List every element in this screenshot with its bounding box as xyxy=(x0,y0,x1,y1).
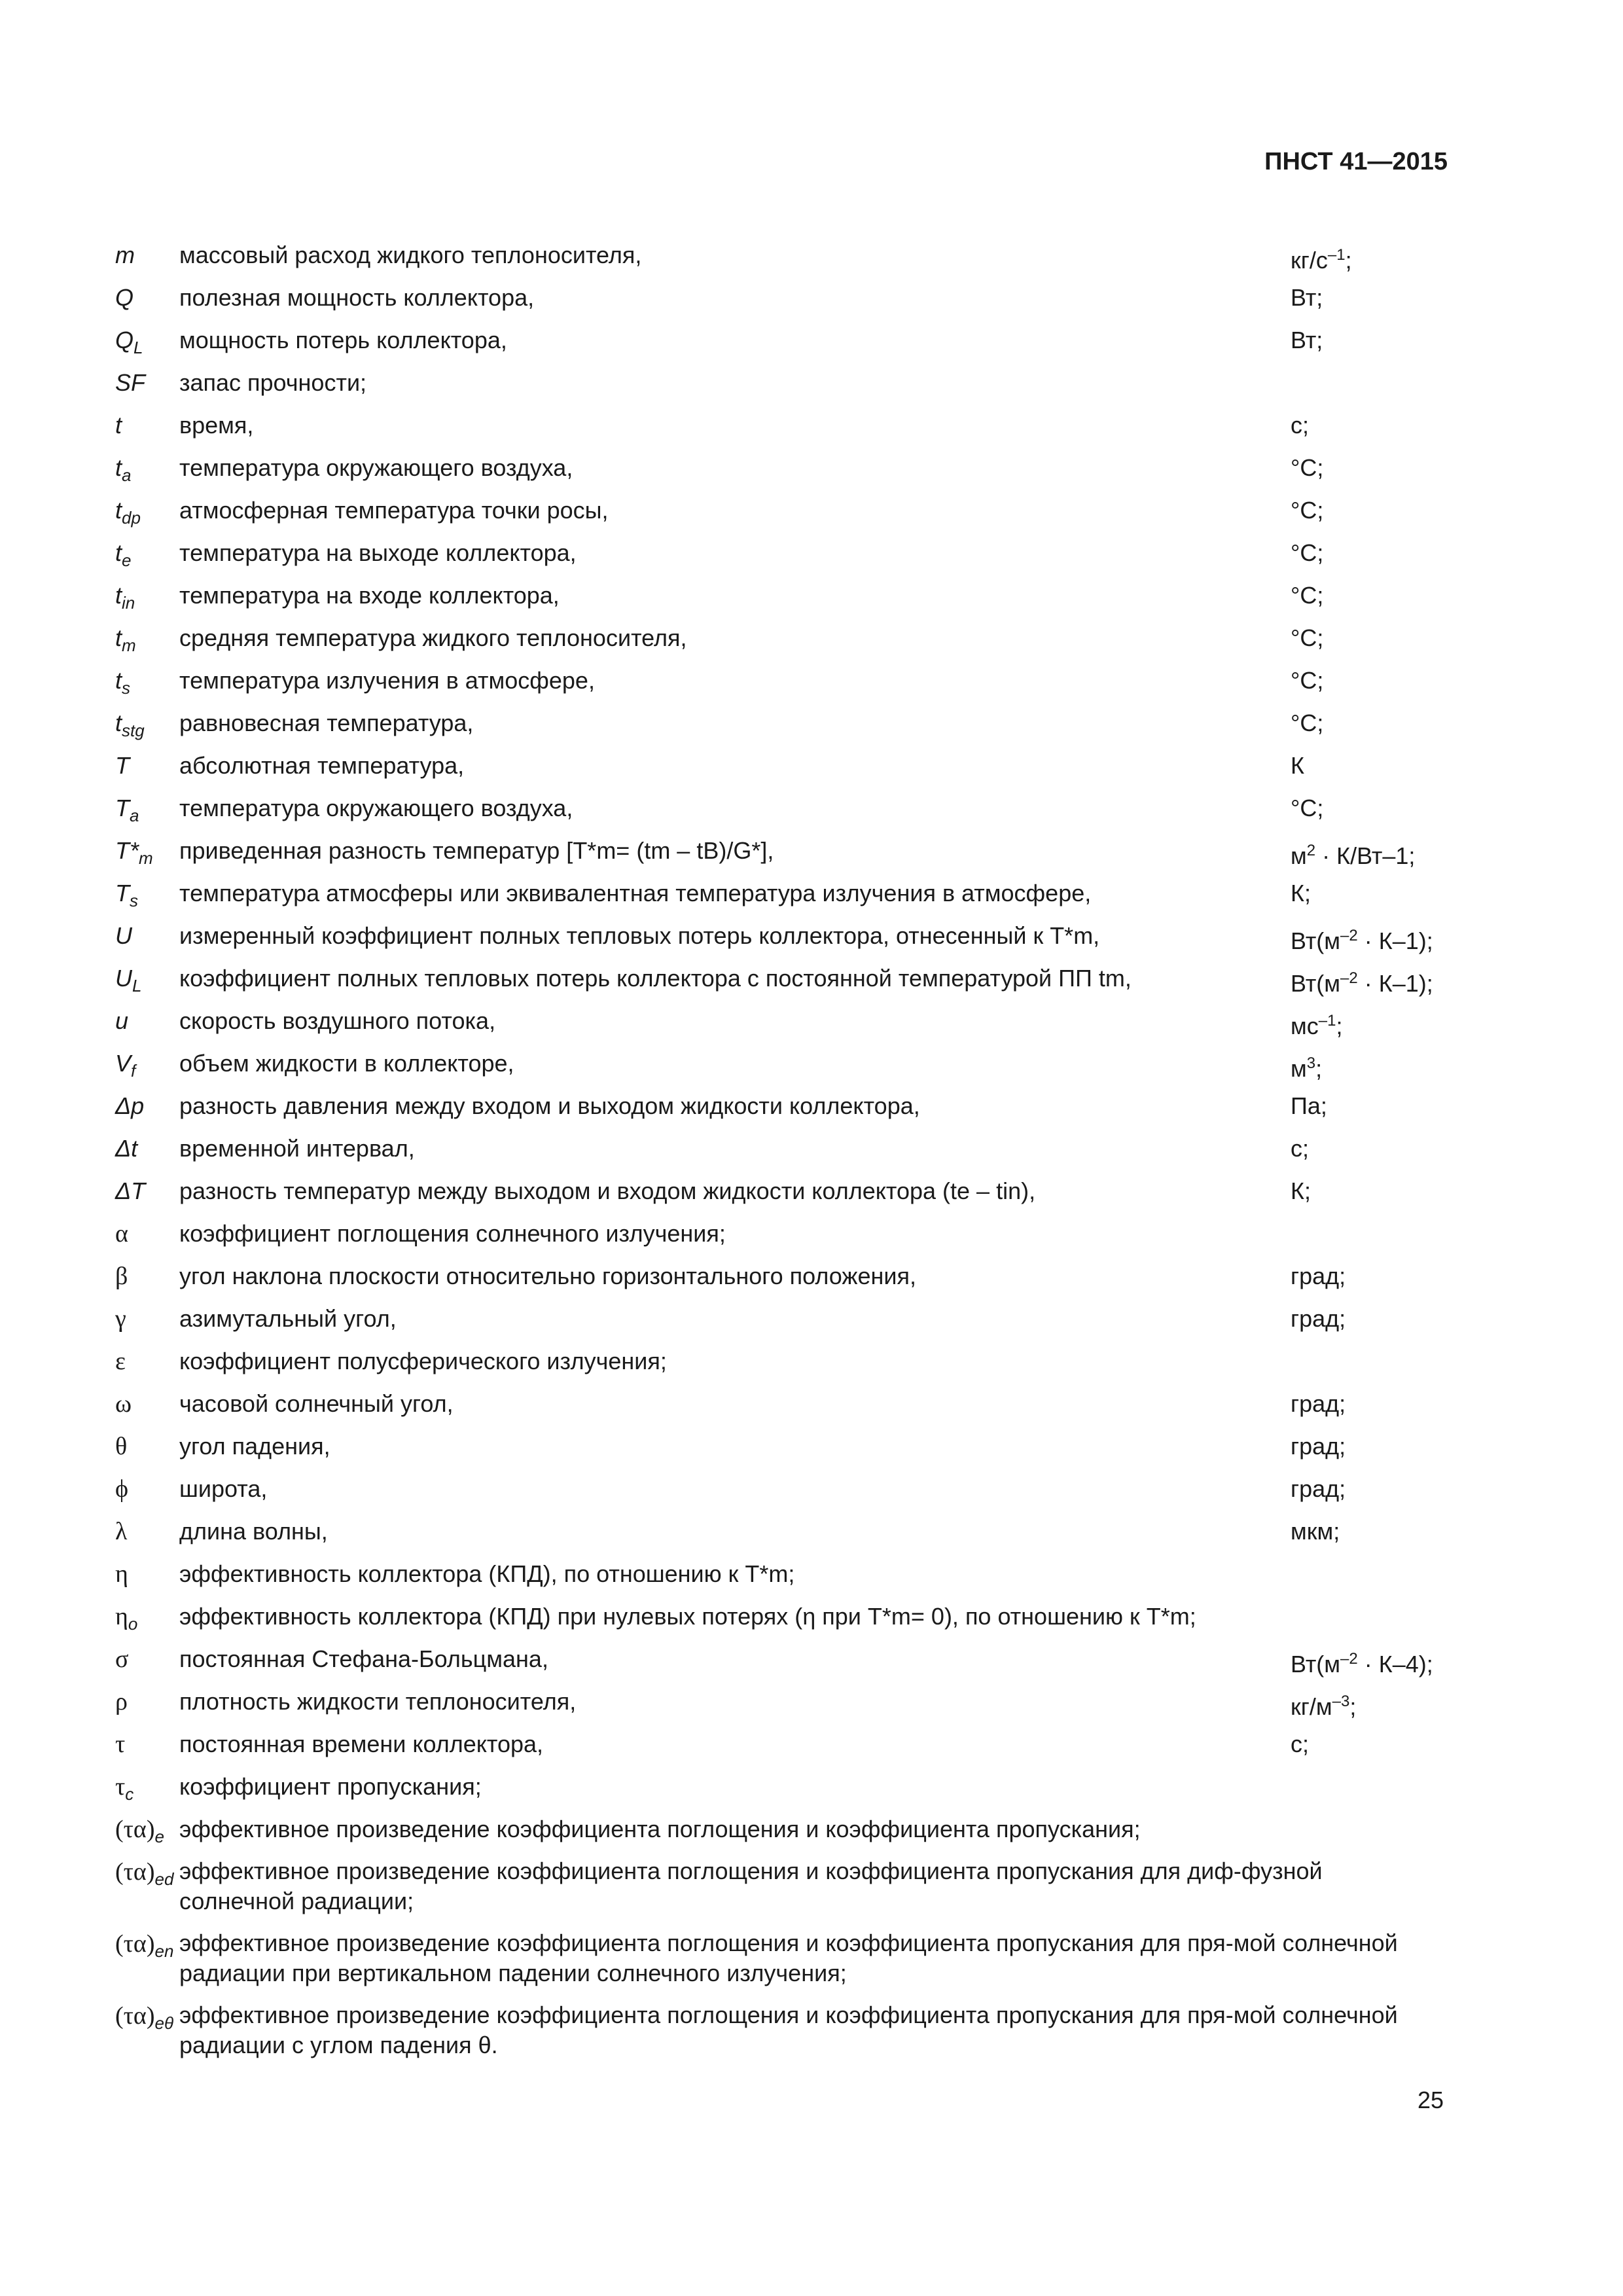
symbol xyxy=(115,2000,181,2039)
symbol-description: температура на выходе коллектора, xyxy=(179,539,577,566)
symbol-description: температура на входе коллектора, xyxy=(179,582,560,609)
symbol-unit xyxy=(1291,452,1323,484)
symbol xyxy=(115,1090,181,1122)
symbol xyxy=(115,1601,181,1640)
symbol-description: температура окружающего воздуха, xyxy=(179,795,573,821)
unit-base: град; xyxy=(1291,1390,1346,1417)
unit-base: град; xyxy=(1291,1475,1346,1502)
unit-superscript: –2 xyxy=(1340,927,1358,944)
symbol-subscript: dp xyxy=(122,508,141,528)
unit-base: °С; xyxy=(1291,667,1324,694)
symbol-description: эффективное произведение коэффициента поглощения и коэффициента пропускания; xyxy=(179,1816,1141,1842)
unit-superscript: –1 xyxy=(1318,1012,1336,1030)
symbol-row xyxy=(115,491,1448,533)
symbol-row xyxy=(115,1810,1448,1852)
symbol-unit xyxy=(1291,878,1311,909)
symbol-row xyxy=(115,1427,1448,1469)
unit-base: Вт(м xyxy=(1291,970,1341,997)
symbol-main: m xyxy=(115,242,135,268)
symbol-description: равновесная температура, xyxy=(179,709,474,736)
symbol-description: угол наклона плоскости относительно горизонтального положения, xyxy=(179,1263,916,1289)
symbol-main: η xyxy=(115,1560,128,1588)
symbol-description: эффективное произведение коэффициента поглощения и коэффициента пропускания для пря-мой солнечной радиации с углом падения θ. xyxy=(179,2001,1398,2058)
symbol-row xyxy=(115,1725,1448,1767)
symbol-unit xyxy=(1291,1303,1346,1335)
symbol-description: приведенная разность температур [T*m= (tm – tB)/G*], xyxy=(179,837,774,864)
unit-base: мс xyxy=(1291,1013,1319,1039)
unit-base: град; xyxy=(1291,1305,1346,1332)
symbol-unit xyxy=(1291,750,1304,781)
symbol-subscript: c xyxy=(125,1784,134,1804)
unit-base: с; xyxy=(1291,412,1310,439)
symbol-unit xyxy=(1291,1048,1322,1085)
symbol-row xyxy=(115,1554,1448,1597)
symbol-row xyxy=(115,1469,1448,1512)
symbol-subscript: in xyxy=(122,593,135,613)
symbol-subscript: L xyxy=(132,976,142,996)
symbol-main: T* xyxy=(115,837,139,864)
unit-base: м xyxy=(1291,1055,1307,1082)
symbol-main: ρ xyxy=(115,1688,128,1715)
symbol-description: коэффициент полных тепловых потерь коллектора с постоянной температурой ПП tm, xyxy=(179,965,1132,992)
symbol-subscript: m xyxy=(139,848,153,869)
unit-tail: ; xyxy=(1315,1055,1323,1082)
symbol xyxy=(115,1686,181,1717)
symbol-main: η xyxy=(115,1603,128,1630)
unit-base: °С; xyxy=(1291,582,1324,609)
symbol xyxy=(115,1516,181,1547)
unit-base: К; xyxy=(1291,880,1311,906)
symbol-description: широта, xyxy=(179,1475,268,1502)
symbol-subscript: a xyxy=(122,465,132,486)
symbol xyxy=(115,793,181,831)
symbol-description: плотность жидкости теплоносителя, xyxy=(179,1688,577,1715)
symbol-main: t xyxy=(115,497,122,524)
symbol-row xyxy=(115,1257,1448,1299)
symbol-main: T xyxy=(115,795,130,821)
symbol-main: (τα) xyxy=(115,1858,155,1886)
symbol xyxy=(115,878,181,916)
symbol-row xyxy=(115,746,1448,789)
symbol-unit xyxy=(1291,1473,1346,1505)
symbol-description: температура атмосферы или эквивалентная температура излучения в атмосфере, xyxy=(179,880,1092,906)
document-header: ПНСТ 41—2015 xyxy=(1264,148,1448,175)
unit-base: Вт; xyxy=(1291,327,1323,353)
symbol-unit xyxy=(1291,793,1323,824)
symbol-unit xyxy=(1291,1175,1311,1207)
symbol-row xyxy=(115,1640,1448,1682)
symbol-row xyxy=(115,874,1448,916)
unit-base: кг/с xyxy=(1291,247,1328,274)
unit-base: Вт(м xyxy=(1291,1651,1341,1677)
symbol-row xyxy=(115,1044,1448,1086)
symbol-description: эффективное произведение коэффициента поглощения и коэффициента пропускания для пря-мой солнечной радиации при вертикальном падении солнечного излучения; xyxy=(179,1929,1398,1986)
symbol xyxy=(115,367,181,399)
symbol-main: T xyxy=(115,880,130,906)
symbol xyxy=(115,1431,181,1462)
symbol-main: Δt xyxy=(115,1135,138,1162)
symbol-row xyxy=(115,278,1448,321)
symbol-description: скорость воздушного потока, xyxy=(179,1007,496,1034)
unit-superscript: –1 xyxy=(1327,246,1346,264)
unit-base: °С; xyxy=(1291,624,1324,651)
symbol xyxy=(115,1771,181,1810)
symbol-main: ϕ xyxy=(115,1475,129,1503)
symbol-main: U xyxy=(115,965,132,992)
symbol-unit xyxy=(1291,1388,1346,1420)
symbol-unit xyxy=(1291,1090,1327,1122)
symbol-row xyxy=(115,1214,1448,1257)
symbol-unit xyxy=(1291,920,1433,957)
symbol-row xyxy=(115,1299,1448,1342)
unit-base: °С; xyxy=(1291,497,1324,524)
symbol-main: ε xyxy=(115,1348,126,1375)
unit-base: °С; xyxy=(1291,454,1324,481)
symbol xyxy=(115,1303,181,1335)
unit-base: с; xyxy=(1291,1135,1310,1162)
unit-tail: ; xyxy=(1345,247,1352,274)
unit-base: с; xyxy=(1291,1731,1310,1757)
symbol xyxy=(115,1346,181,1377)
symbol-row xyxy=(115,916,1448,959)
symbol-description: запас прочности; xyxy=(179,369,367,396)
symbol xyxy=(115,1814,181,1852)
unit-base: К xyxy=(1291,752,1304,779)
symbol-main: (τα) xyxy=(115,1930,155,1958)
symbol-main: τ xyxy=(115,1773,126,1801)
symbol xyxy=(115,1133,181,1164)
symbol-main: τ xyxy=(115,1731,126,1758)
symbol xyxy=(115,325,181,363)
symbol-main: (τα) xyxy=(115,2002,155,2030)
symbol-description: постоянная Стефана-Больцмана, xyxy=(179,1645,548,1672)
symbol-description: атмосферная температура точки росы, xyxy=(179,497,609,524)
symbol-row xyxy=(115,1086,1448,1129)
symbol-row xyxy=(115,1342,1448,1384)
symbol xyxy=(115,665,181,704)
symbol xyxy=(115,835,181,874)
symbol-unit xyxy=(1291,282,1323,314)
symbol-main: u xyxy=(115,1007,129,1034)
symbol-unit xyxy=(1291,1686,1356,1723)
symbol-row xyxy=(115,661,1448,704)
symbol-description: измеренный коэффициент полных тепловых потерь коллектора, отнесенный к T*m, xyxy=(179,922,1100,949)
symbol-subscript: stg xyxy=(122,721,145,741)
symbol xyxy=(115,1473,181,1505)
symbol-description: мощность потерь коллектора, xyxy=(179,327,507,353)
symbol-row xyxy=(115,1172,1448,1214)
unit-tail: ; xyxy=(1349,1693,1357,1720)
symbol xyxy=(115,452,181,491)
symbol-row xyxy=(115,1924,1448,1996)
symbol xyxy=(115,282,181,314)
symbol xyxy=(115,1261,181,1292)
symbol xyxy=(115,495,181,533)
symbol-description: массовый расход жидкого теплоносителя, xyxy=(179,242,642,268)
symbol-row xyxy=(115,363,1448,406)
symbol-row xyxy=(115,831,1448,874)
symbol-unit xyxy=(1291,622,1323,654)
symbol-description: коэффициент полусферического излучения; xyxy=(179,1348,667,1374)
symbol-main: t xyxy=(115,582,122,609)
symbol-unit xyxy=(1291,495,1323,526)
symbol-unit xyxy=(1291,1431,1346,1462)
symbol-subscript: eθ xyxy=(154,2013,174,2034)
symbol-subscript: a xyxy=(130,806,139,826)
symbol xyxy=(115,537,181,576)
unit-base: °С; xyxy=(1291,795,1324,821)
symbol-main: Δp xyxy=(115,1092,145,1119)
unit-superscript: –2 xyxy=(1340,1650,1358,1668)
symbol xyxy=(115,963,181,1001)
symbol-description: длина волны, xyxy=(179,1518,328,1545)
unit-superscript: –2 xyxy=(1340,969,1358,987)
symbol-subscript: o xyxy=(128,1614,138,1634)
symbol-main: t xyxy=(115,709,122,736)
symbol-row xyxy=(115,321,1448,363)
symbol xyxy=(115,1175,181,1207)
symbol-description: эффективное произведение коэффициента поглощения и коэффициента пропускания для диф-фузной солнечной радиации; xyxy=(179,1857,1323,1914)
unit-tail: · К–4); xyxy=(1357,1651,1433,1677)
symbol-unit xyxy=(1291,708,1323,739)
symbol-row xyxy=(115,236,1448,278)
symbol-row xyxy=(115,533,1448,576)
symbol xyxy=(115,1005,181,1037)
symbol-subscript: L xyxy=(134,338,143,358)
unit-base: Па; xyxy=(1291,1092,1327,1119)
symbol-unit xyxy=(1291,580,1323,611)
symbol-row xyxy=(115,789,1448,831)
symbol-unit xyxy=(1291,537,1323,569)
symbol-description: средняя температура жидкого теплоносителя, xyxy=(179,624,687,651)
symbol-subscript: ed xyxy=(154,1869,174,1890)
symbol-description: температура окружающего воздуха, xyxy=(179,454,573,481)
symbol-row xyxy=(115,576,1448,619)
symbol-main: t xyxy=(115,454,122,481)
symbol-description: коэффициент пропускания; xyxy=(179,1773,482,1800)
unit-base: Вт(м xyxy=(1291,927,1341,954)
symbol-row xyxy=(115,959,1448,1001)
symbol xyxy=(115,622,181,661)
symbol xyxy=(115,1388,181,1420)
symbol-main: T xyxy=(115,752,130,779)
symbol xyxy=(115,1218,181,1249)
symbol-description: эффективность коллектора (КПД) при нулевых потерях (η при T*m= 0), по отношению к T*m; xyxy=(179,1603,1196,1630)
symbol-main: Q xyxy=(115,284,134,311)
unit-superscript: 2 xyxy=(1306,842,1316,859)
symbol-unit xyxy=(1291,1133,1309,1164)
symbol-main: ΔT xyxy=(115,1177,146,1204)
symbol-description: эффективность коллектора (КПД), по отношению к T*m; xyxy=(179,1560,795,1587)
symbol-row xyxy=(115,1001,1448,1044)
symbol-unit xyxy=(1291,240,1352,276)
symbol-main: Q xyxy=(115,327,134,353)
symbol-row xyxy=(115,1767,1448,1810)
symbol-description: азимутальный угол, xyxy=(179,1305,397,1332)
symbol-unit xyxy=(1291,1261,1346,1292)
symbols-list xyxy=(115,236,1448,2068)
symbol-subscript: e xyxy=(122,550,132,571)
symbol xyxy=(115,708,181,746)
symbol-main: α xyxy=(115,1220,128,1247)
symbol-row xyxy=(115,448,1448,491)
unit-tail: · К–1); xyxy=(1357,970,1433,997)
symbol-subscript: s xyxy=(122,678,131,698)
unit-base: м xyxy=(1291,842,1307,869)
symbol-main: t xyxy=(115,667,122,694)
symbol-row xyxy=(115,1384,1448,1427)
unit-base: кг/м xyxy=(1291,1693,1332,1720)
unit-superscript: 3 xyxy=(1306,1054,1316,1072)
symbol-row xyxy=(115,406,1448,448)
unit-tail: ; xyxy=(1336,1013,1343,1039)
symbol-unit xyxy=(1291,1643,1433,1680)
symbol xyxy=(115,1856,181,1895)
symbol-description: коэффициент поглощения солнечного излучения; xyxy=(179,1220,726,1247)
symbol xyxy=(115,1729,181,1760)
symbol-description: разность давления между входом и выходом жидкости коллектора, xyxy=(179,1092,920,1119)
symbol-main: σ xyxy=(115,1645,129,1673)
unit-base: К; xyxy=(1291,1177,1311,1204)
symbol-subscript: f xyxy=(131,1061,136,1081)
symbol xyxy=(115,1928,181,1967)
unit-tail: · К–1); xyxy=(1357,927,1433,954)
symbol-unit xyxy=(1291,410,1309,441)
symbol-description: постоянная времени коллектора, xyxy=(179,1731,544,1757)
symbol-main: t xyxy=(115,624,122,651)
unit-base: Вт; xyxy=(1291,284,1323,311)
symbol-description: время, xyxy=(179,412,254,439)
symbol-unit xyxy=(1291,1516,1340,1547)
symbol-row xyxy=(115,1597,1448,1640)
unit-base: °С; xyxy=(1291,709,1324,736)
symbol-main: U xyxy=(115,922,132,949)
symbol-subscript: m xyxy=(122,636,136,656)
symbol-description: объем жидкости в коллекторе, xyxy=(179,1050,514,1077)
symbol-description: абсолютная температура, xyxy=(179,752,465,779)
unit-tail: · К/Вт–1; xyxy=(1315,842,1416,869)
symbol-row xyxy=(115,1996,1448,2068)
symbol xyxy=(115,750,181,781)
symbol-main: λ xyxy=(115,1518,128,1545)
symbol-row xyxy=(115,704,1448,746)
symbol-unit xyxy=(1291,1005,1342,1042)
symbol-description: часовой солнечный угол, xyxy=(179,1390,454,1417)
symbol-description: полезная мощность коллектора, xyxy=(179,284,535,311)
symbol-row xyxy=(115,619,1448,661)
symbol-subscript: s xyxy=(130,891,138,911)
symbol-main: t xyxy=(115,412,122,439)
symbol xyxy=(115,1558,181,1590)
symbol-main: (τα) xyxy=(115,1816,155,1843)
unit-base: мкм; xyxy=(1291,1518,1340,1545)
symbol-description: угол падения, xyxy=(179,1433,330,1460)
page-number: 25 xyxy=(1417,2087,1444,2113)
symbol-description: разность температур между выходом и входом жидкости коллектора (te – tin), xyxy=(179,1177,1036,1204)
symbol-main: SF xyxy=(115,369,146,396)
symbol-subscript: en xyxy=(154,1941,174,1962)
symbol-unit xyxy=(1291,1729,1309,1760)
symbol-unit xyxy=(1291,665,1323,696)
symbol-row xyxy=(115,1852,1448,1924)
symbol-unit xyxy=(1291,963,1433,999)
symbol-unit xyxy=(1291,835,1415,872)
symbol-main: V xyxy=(115,1050,132,1077)
unit-base: град; xyxy=(1291,1263,1346,1289)
symbol xyxy=(115,240,181,271)
symbol-description: температура излучения в атмосфере, xyxy=(179,667,595,694)
symbol-main: t xyxy=(115,539,122,566)
symbol-row xyxy=(115,1129,1448,1172)
unit-base: град; xyxy=(1291,1433,1346,1460)
symbol xyxy=(115,1643,181,1675)
symbol-subscript: e xyxy=(154,1827,164,1847)
unit-base: °С; xyxy=(1291,539,1324,566)
symbol-unit xyxy=(1291,325,1323,356)
symbol xyxy=(115,1048,181,1086)
symbol-main: θ xyxy=(115,1433,128,1460)
symbol xyxy=(115,580,181,619)
symbol-description: временной интервал, xyxy=(179,1135,415,1162)
symbol-row xyxy=(115,1512,1448,1554)
symbol xyxy=(115,410,181,441)
symbol-main: ω xyxy=(115,1390,132,1418)
symbol-row xyxy=(115,1682,1448,1725)
symbol-main: β xyxy=(115,1263,128,1290)
symbol xyxy=(115,920,181,952)
unit-superscript: –3 xyxy=(1332,1693,1350,1710)
symbol-main: γ xyxy=(115,1305,126,1333)
